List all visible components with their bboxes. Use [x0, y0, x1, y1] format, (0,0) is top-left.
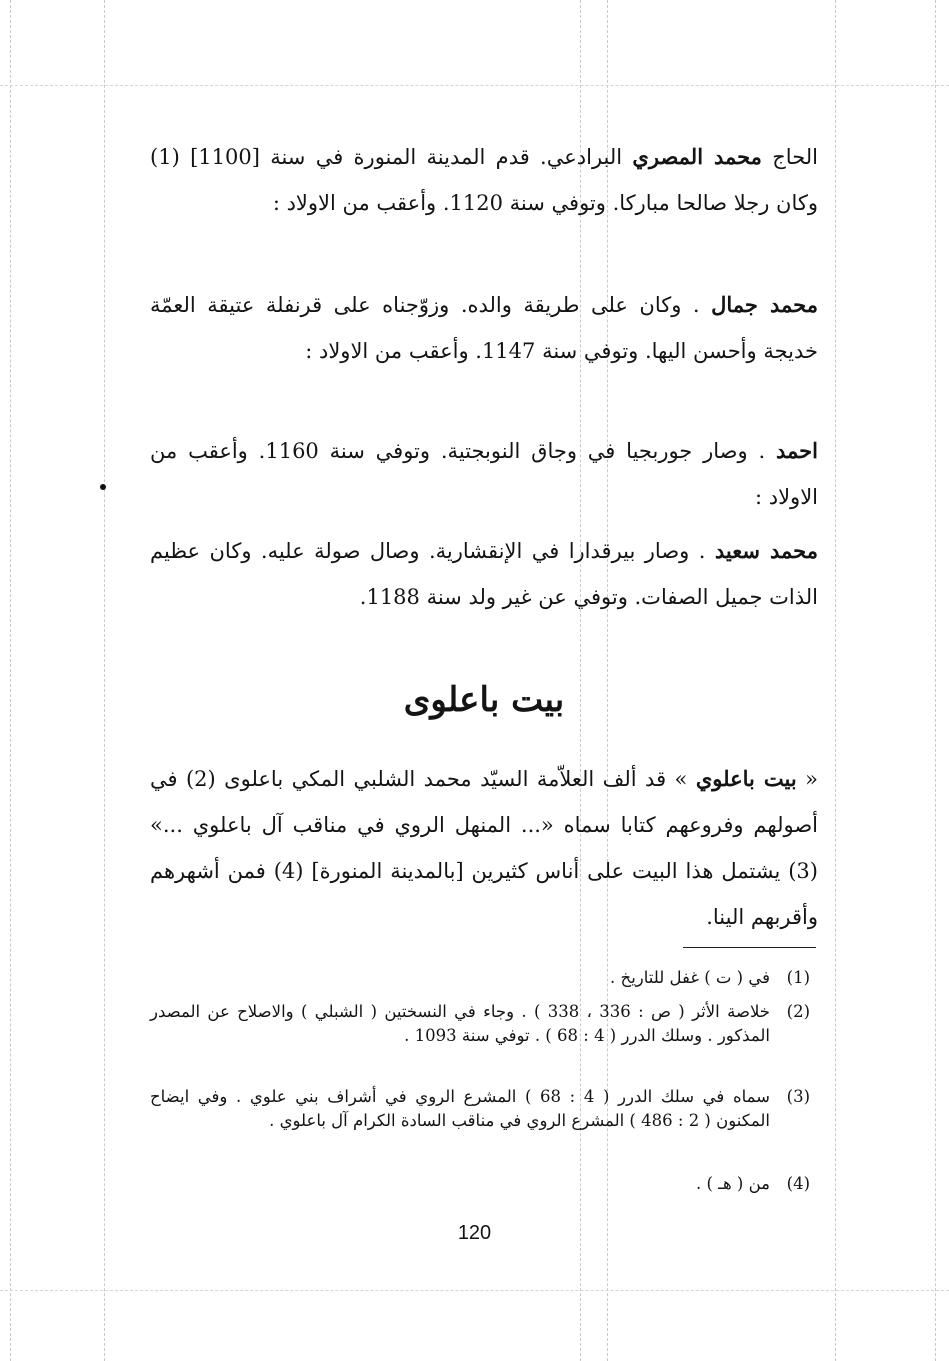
- paragraph-3: [150, 428, 818, 520]
- ink-dot: [100, 484, 106, 490]
- person-name: محمد سعيد: [714, 538, 818, 563]
- footnote: [150, 966, 810, 990]
- person-name: محمد جمال: [711, 292, 818, 317]
- footnote: [150, 1085, 810, 1133]
- footnote-number: (3): [786, 1087, 810, 1106]
- scan-guide-line: [10, 0, 11, 1361]
- footnote-number: (1): [786, 968, 810, 987]
- footnote-text: في ( ت ) غفل للتاريخ .: [610, 968, 770, 987]
- footnote: [150, 1172, 810, 1196]
- page-number: 120: [457, 1222, 492, 1244]
- footnote: [150, 1000, 810, 1048]
- scan-guide-line: [104, 0, 105, 1361]
- scan-guide-line: [0, 85, 949, 86]
- paragraph-text: . وصار بيرقدارا في الإنقشارية. وصال صولة عليه. وكان عظيم الذات جميل الصفات. وتوفي عن غير ولد سنة 1188.: [150, 539, 818, 609]
- scan-guide-line: [835, 0, 836, 1361]
- scan-guide-line: [0, 1290, 949, 1291]
- person-name: احمد: [776, 438, 818, 463]
- paragraph-text: » قد ألف العلاّمة السيّد محمد الشلبي المكي باعلوى (2) في أصولهم وفروعهم كتابا سماه «... المنهل الروي في مناقب آل باعلوي ...» (3) يشتمل هذا البيت على أناس كثيرين [بالمدينة المنورة] (4) فمن أشهرهم وأقربهم الينا.: [150, 767, 818, 929]
- footnote-text: سماه في سلك الدرر ( 4 : 68 ) المشرع الروي في أشراف بني علوي . وفي ايضاح المكنون ( 2 : 486 ) المشرع الروي في مناقب السادة الكرام آل باعلوي .: [150, 1087, 770, 1130]
- paragraph-1: [150, 134, 818, 226]
- paragraph-text: . وصار جوربجيا في وجاق النوبجتية. وتوفي سنة 1160. وأعقب من الاولاد :: [150, 439, 818, 509]
- scan-guide-line: [935, 0, 936, 1361]
- paragraph-lead: «: [805, 767, 818, 791]
- paragraph-text: . وكان على طريقة والده. وزوّجناه على قرنفلة عتيقة العمّة خديجة وأحسن اليها. وتوفي سنة 1147. وأعقب من الاولاد :: [150, 293, 818, 363]
- footnote-text: من ( هـ ) .: [695, 1174, 770, 1193]
- paragraph-2: [150, 282, 818, 374]
- house-name: بيت باعلوي: [695, 766, 797, 791]
- paragraph-4: [150, 528, 818, 620]
- section-paragraph: [150, 756, 818, 940]
- paragraph-text: البرادعي. قدم المدينة المنورة في سنة [1100] (1) وكان رجلا صالحا مباركا. وتوفي سنة 1120. وأعقب من الاولاد :: [150, 145, 818, 215]
- footnote-divider: [683, 947, 816, 948]
- footnote-text: خلاصة الأثر ( ص : 336 ، 338 ) . وجاء في النسختين ( الشبلي ) والاصلاح عن المصدر المذكور . وسلك الدرر ( 4 : 68 ) . توفي سنة 1093 .: [150, 1002, 771, 1045]
- paragraph-lead: الحاج: [772, 145, 818, 169]
- footnote-number: (4): [786, 1174, 810, 1193]
- person-name: محمد المصري: [632, 144, 762, 169]
- footnote-number: (2): [786, 1002, 810, 1021]
- section-heading: بيت باعلوى: [403, 680, 565, 720]
